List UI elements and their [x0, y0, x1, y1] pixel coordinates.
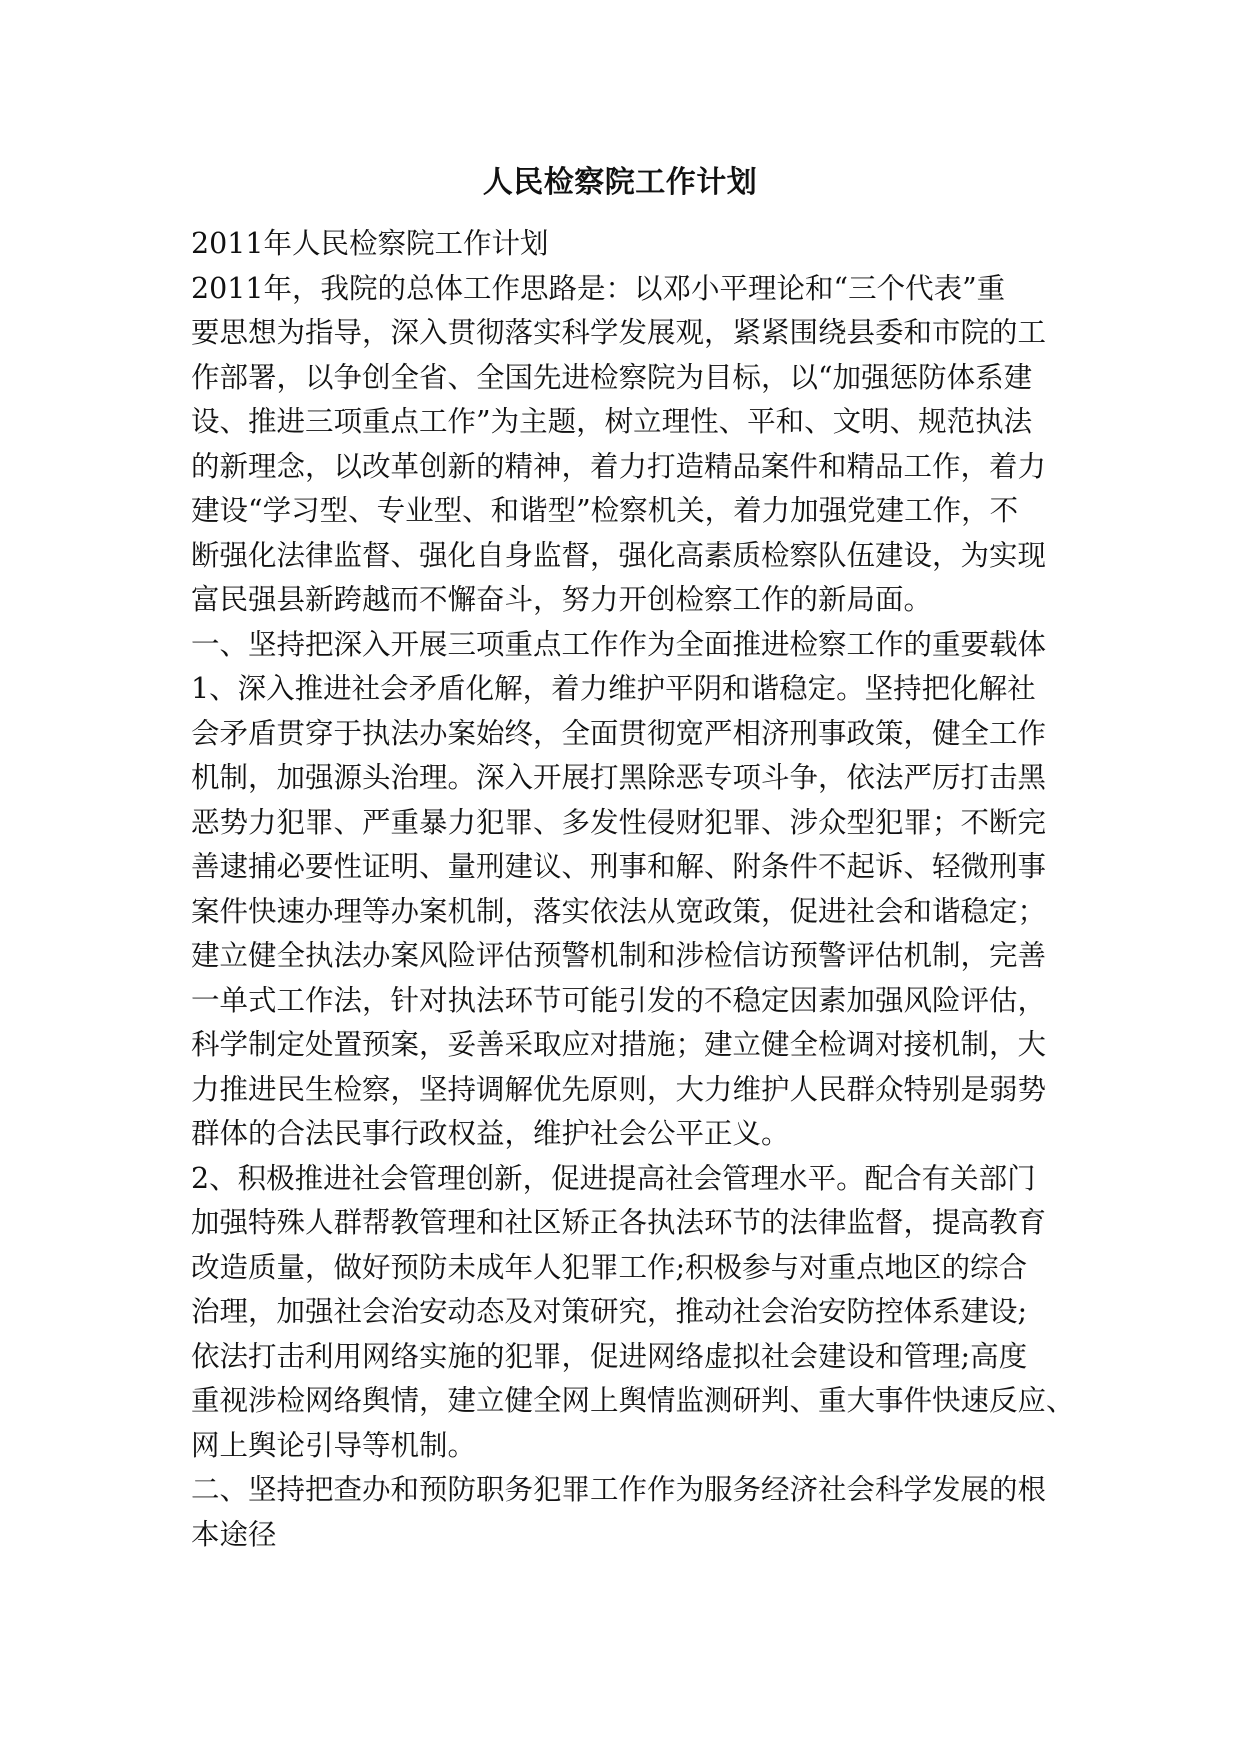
text-line: 案件快速办理等办案机制，落实依法从宽政策，促进社会和谐稳定；	[191, 894, 1047, 928]
text-line: 善逮捕必要性证明、量刑建议、刑事和解、附条件不起诉、轻微刑事	[191, 850, 1047, 883]
text-line: 的新理念，以改革创新的精神，着力打造精品案件和精品工作，着力	[191, 449, 1047, 483]
text-line: 一单式工作法，针对执法环节可能引发的不稳定因素加强风险评估，	[191, 983, 1047, 1017]
text-line: 断强化法律监督、强化自身监督，强化高素质检察队伍建设，为实现	[191, 538, 1047, 572]
text-line: 改造质量，做好预防未成年人犯罪工作;积极参与对重点地区的综合	[191, 1250, 1028, 1284]
text-line: 2011年，我院的总体工作思路是：以邓小平理论和“三个代表”重	[191, 271, 1006, 305]
text-line: 治理，加强社会治安动态及对策研究，推动社会治安防控体系建设;	[191, 1295, 1028, 1328]
text-line: 机制，加强源头治理。深入开展打黑除恶专项斗争，依法严厉打击黑	[191, 761, 1047, 794]
text-line: 富民强县新跨越而不懈奋斗，努力开创检察工作的新局面。	[191, 583, 933, 616]
text-line: 依法打击利用网络实施的犯罪，促进网络虚拟社会建设和管理;高度	[191, 1339, 1028, 1373]
section-heading: 二、坚持把查办和预防职务犯罪工作作为服务经济社会科学发展的根	[191, 1473, 1047, 1506]
text-line: 恶势力犯罪、严重暴力犯罪、多发性侵财犯罪、涉众型犯罪；不断完	[191, 805, 1047, 839]
text-line: 科学制定处置预案，妥善采取应对措施；建立健全检调对接机制，大	[191, 1028, 1047, 1061]
section-heading: 一、坚持把深入开展三项重点工作作为全面推进检察工作的重要载体	[191, 627, 1047, 661]
text-line: 力推进民生检察，坚持调解优先原则，大力维护人民群众特别是弱势	[191, 1072, 1047, 1106]
text-line: 加强特殊人群帮教管理和社区矫正各执法环节的法律监督，提高教育	[191, 1206, 1047, 1239]
text-line: 网上舆论引导等机制。	[191, 1428, 477, 1462]
document-body	[191, 222, 1075, 1557]
text-line: 建设“学习型、专业型、和谐型”检察机关，着力加强党建工作，不	[191, 494, 1019, 527]
text-line: 2、积极推进社会管理创新，促进提高社会管理水平。配合有关部门	[191, 1161, 1036, 1195]
text-line: 本途径	[191, 1517, 277, 1551]
text-line: 会矛盾贯穿于执法办案始终，全面贯彻宽严相济刑事政策，健全工作	[191, 716, 1047, 750]
text-line: 作部署，以争创全省、全国先进检察院为目标，以“加强惩防体系建	[191, 360, 1033, 394]
text-line: 重视涉检网络舆情，建立健全网上舆情监测研判、重大事件快速反应、	[191, 1384, 1075, 1417]
text-line: 群体的合法民事行政权益，维护社会公平正义。	[191, 1117, 790, 1150]
text-line: 要思想为指导，深入贯彻落实科学发展观，紧紧围绕县委和市院的工	[191, 316, 1047, 349]
text-line: 设、推进三项重点工作”为主题，树立理性、平和、文明、规范执法	[191, 405, 1033, 438]
text-line: 2011年人民检察院工作计划	[191, 227, 549, 260]
text-line: 建立健全执法办案风险评估预警机制和涉检信访预警评估机制，完善	[191, 939, 1047, 972]
document-title: 人民检察院工作计划	[482, 165, 758, 200]
text-line: 1、深入推进社会矛盾化解，着力维护平阴和谐稳定。坚持把化解社	[191, 672, 1036, 705]
